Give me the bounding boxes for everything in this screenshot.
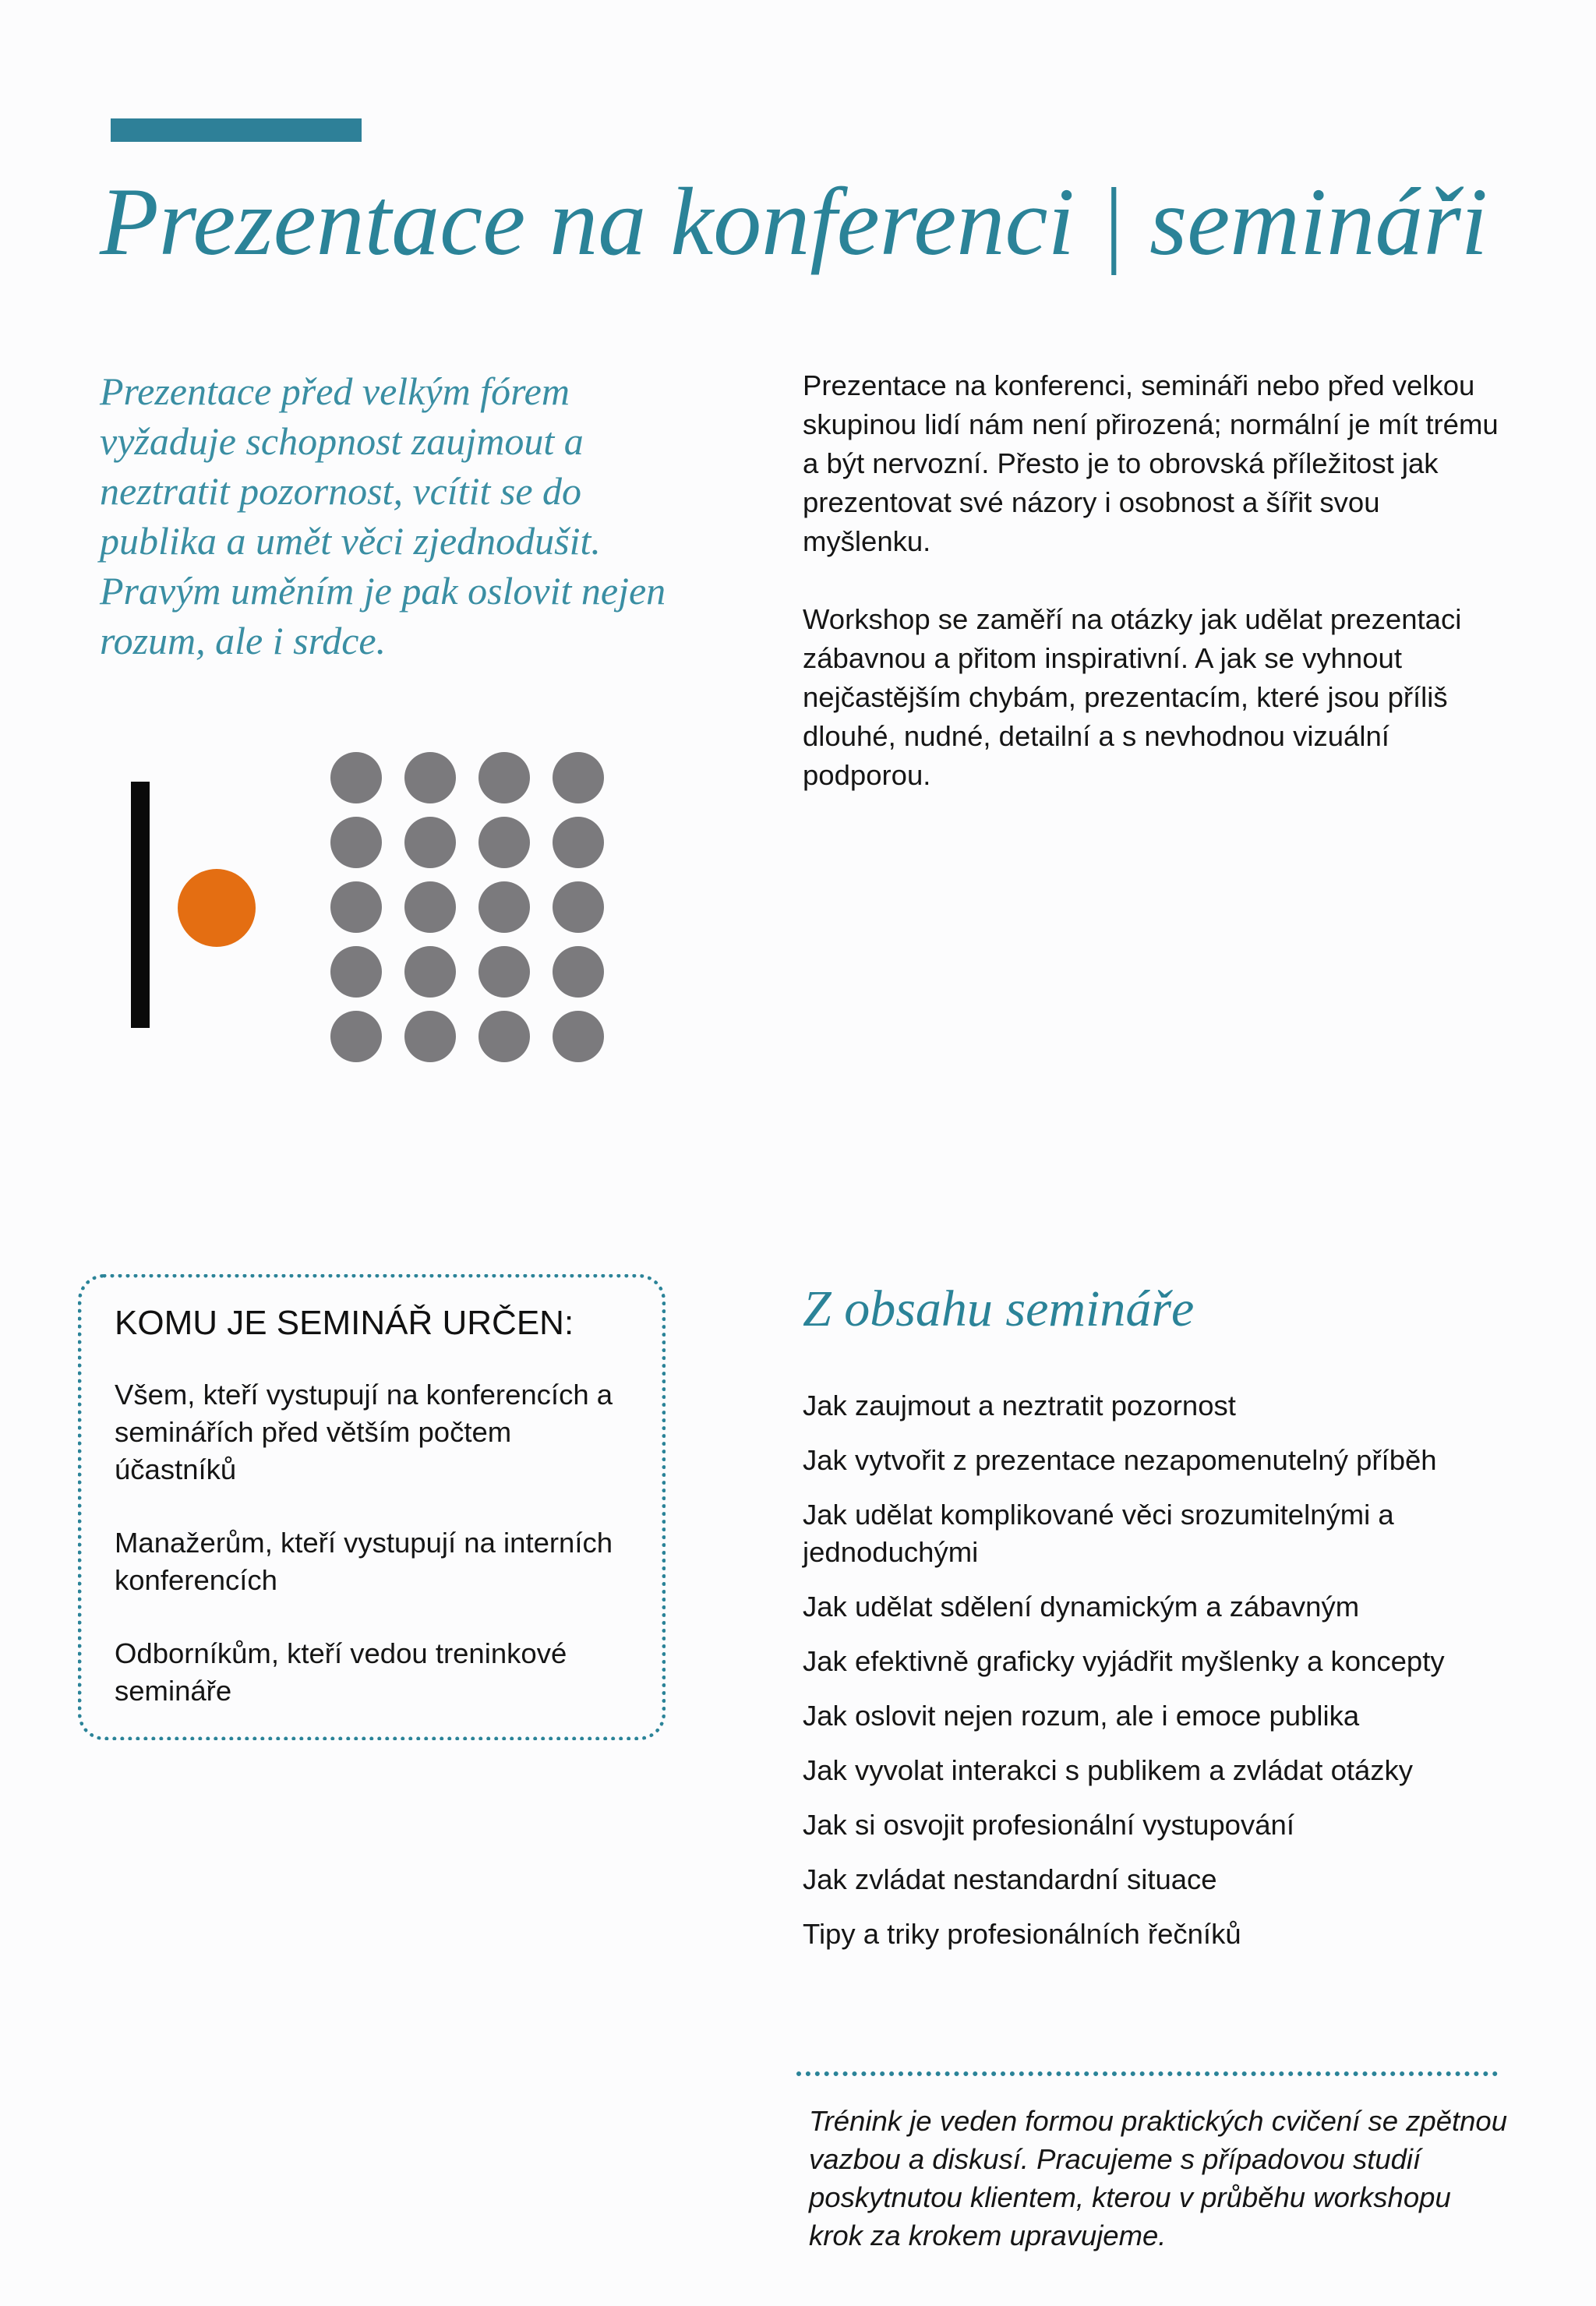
podium-bar	[131, 782, 150, 1028]
audience-seat	[553, 946, 604, 998]
content-item: Jak vytvořit z prezentace nezapomenutelný příběh	[803, 1444, 1437, 1476]
audience-seat	[404, 1011, 456, 1062]
speaker-dot	[178, 869, 256, 947]
intro-paragraph: Prezentace na konferenci, semináři nebo před velkou skupinou lidí nám není přirozená; normální je mít trému a být nervozní. Přesto je to obrovská příležitost jak prezentovat své názory i osobnost a šířit svou myšlenku.	[803, 369, 1499, 557]
content-item: Jak si osvojit profesionální vystupování	[803, 1809, 1294, 1841]
audience-seat	[478, 881, 530, 933]
content-item: Jak zaujmout a neztratit pozornost	[803, 1390, 1236, 1421]
intro-paragraph: Workshop se zaměří na otázky jak udělat prezentaci zábavnou a přitom inspirativní. A jak se vyhnout nejčastějším chybám, prezentacím, které jsou příliš dlouhé, nudné, detailní a s nevhodnou vizuální podporou.	[803, 603, 1462, 791]
audience-seat	[553, 817, 604, 868]
audience-seat	[330, 752, 382, 803]
target-audience-item: Všem, kteří vystupují na konferencích a seminářích před větším počtem účastníků	[115, 1379, 613, 1485]
audience-seat	[330, 946, 382, 998]
content-list	[803, 1387, 1488, 1970]
audience-seat	[330, 881, 382, 933]
title-accent-bar	[111, 118, 362, 142]
target-audience-box	[78, 1274, 666, 1740]
lead-quote: Prezentace před velkým fórem vyžaduje schopnost zaujmout a neztratit pozornost, vcítit se do publika a umět věci zjednodušit. Pravým uměním je pak oslovit nejen rozum, ale i srdce.	[100, 369, 666, 662]
intro-text	[803, 366, 1504, 834]
content-heading: Z obsahu semináře	[803, 1280, 1195, 1337]
audience-seat	[404, 817, 456, 868]
audience-grid	[330, 752, 604, 1062]
audience-seat	[478, 946, 530, 998]
target-audience-heading: KOMU JE SEMINÁŘ URČEN:	[115, 1304, 574, 1342]
content-item: Jak udělat komplikované věci srozumitelnými a jednoduchými	[803, 1499, 1394, 1568]
dotted-divider	[796, 2071, 1498, 2076]
content-item: Jak efektivně graficky vyjádřit myšlenky a koncepty	[803, 1645, 1445, 1677]
audience-seat	[330, 1011, 382, 1062]
content-item: Jak zvládat nestandardní situace	[803, 1863, 1217, 1895]
audience-seat	[478, 752, 530, 803]
audience-seat	[404, 881, 456, 933]
page-title: Prezentace na konferenci | semináři	[100, 168, 1488, 275]
audience-seat	[330, 817, 382, 868]
content-item: Jak udělat sdělení dynamickým a zábavným	[803, 1591, 1360, 1623]
content-item: Jak oslovit nejen rozum, ale i emoce publika	[803, 1700, 1360, 1732]
audience-seat	[553, 752, 604, 803]
audience-seat	[553, 881, 604, 933]
audience-seat	[553, 1011, 604, 1062]
content-item: Tipy a triky profesionálních řečníků	[803, 1918, 1241, 1950]
audience-seat	[404, 752, 456, 803]
target-audience-item: Odborníkům, kteří vedou treninkové semináře	[115, 1637, 567, 1707]
training-note: Trénink je veden formou praktických cvičení se zpětnou vazbou a diskusí. Pracujeme s případovou studií poskytnutou klientem, kterou v průběhu workshopu krok za krokem upravujeme.	[809, 2105, 1508, 2251]
audience-seat	[478, 1011, 530, 1062]
audience-seat	[478, 817, 530, 868]
speaker-audience-illustration	[131, 744, 622, 1064]
audience-seat	[404, 946, 456, 998]
target-audience-item: Manažerům, kteří vystupují na interních konferencích	[115, 1527, 613, 1596]
content-item: Jak vyvolat interakci s publikem a zvládat otázky	[803, 1754, 1414, 1786]
